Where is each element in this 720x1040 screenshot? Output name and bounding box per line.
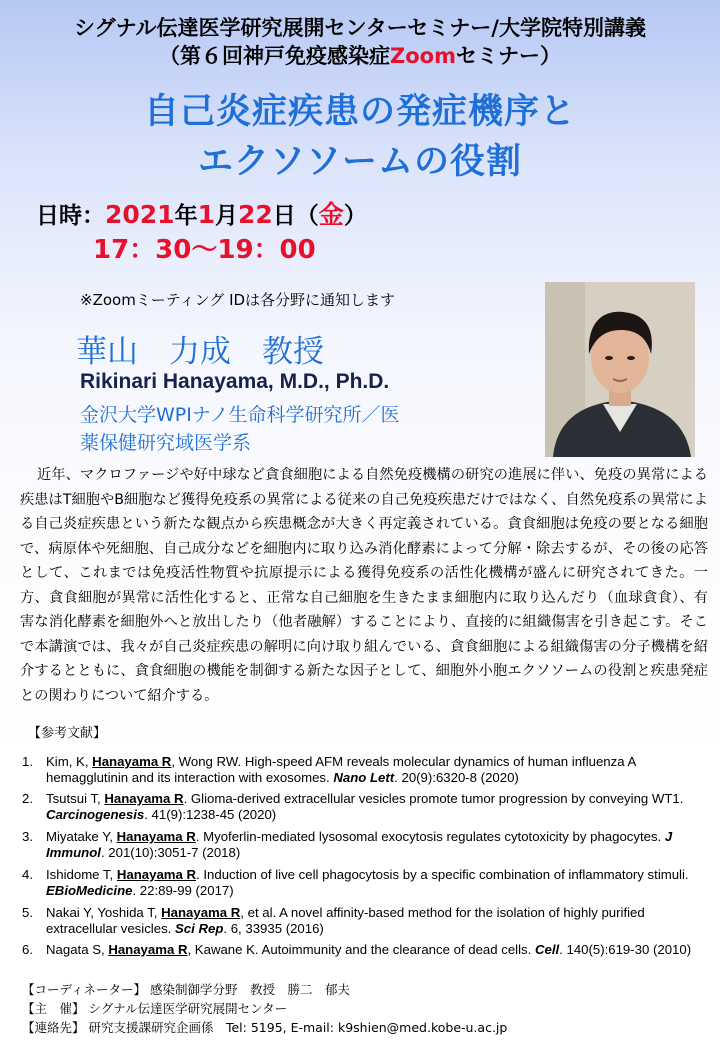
speaker-name-jp: 華山 力成 教授 [76, 334, 324, 370]
lecture-title-line1: 自己炎症疾患の発症機序と [143, 92, 576, 132]
lecture-title-line2: エクソソームの役割 [197, 142, 522, 182]
footer-organizer: 【主 催】 シグナル伝達医学研究展開センター [22, 1001, 288, 1016]
footer-contact: 【連絡先】 研究支援課研究企画係 Tel: 5195, E-mail: k9shien@med.kobe-u.ac.jp [22, 1020, 508, 1035]
speaker-portrait-illustration [545, 282, 695, 457]
abstract-paragraph: 近年、マクロファージや好中球など貪食細胞による自然免疫機構の研究の進展に伴い、免疫の異常による疾患はT細胞やB細胞など獲得免疫系の異常による従来の自己免疫疾患だけではなく、自然免疫系の異常による自己炎症疾患という新たな観点から疾患概念が大きく再定義されている。貪食細胞は免疫の要となる細胞で、病原体や死細胞、自己成分などを細胞内に取り込み消化酵素によって分解・除去するが、その後の応答として、これまでは免疫活性物質や抗原提示による獲得免疫系の活性化機構が盛んに研究されてきた。一方、貪食細胞が異常に活性化すると、正常な自己細胞を生きたまま細胞内に取り込んだり（血球貪食）、有害な消化酵素を細胞外へと放出したり（他者融解）することにより、直接的に組織傷害を引き起こす。そこで本講演では、我々が自己炎症疾患の解明に向け取り組んでいる、貪食細胞による組織傷害の分子機構を紹介するとともに、貪食細胞の機能を制御する新たな因子として、細胞外小胞エクソソームの役割と疾患発症との関わりについて紹介する。 [20, 467, 708, 704]
speaker-affiliation-line2: 薬保健研究域医学系 [80, 432, 252, 454]
zoom-id-note: ※Zoomミーティング IDは各分野に通知します [80, 291, 396, 309]
speaker-photo [545, 282, 695, 457]
zoom-word: Zoom [390, 44, 456, 68]
speaker-name-en: Rikinari Hanayama, M.D., Ph.D. [80, 370, 390, 393]
seminar-subtitle: （第６回神戸免疫感染症Zoomセミナー） [159, 44, 561, 68]
footer-coordinator: 【コーディネーター】 感染制御学分野 教授 勝二 郁夫 [22, 982, 350, 997]
seminar-series-title: シグナル伝達医学研究展開センターセミナー/大学院特別講義 [74, 16, 646, 40]
event-date: 日時：2021年1月22日（金） [36, 200, 367, 229]
event-time: 17：30〜19：00 [93, 235, 316, 265]
speaker-affiliation-line1: 金沢大学WPIナノ生命科学研究所／医 [80, 404, 400, 426]
references-heading: 【参考文献】 [28, 726, 107, 741]
